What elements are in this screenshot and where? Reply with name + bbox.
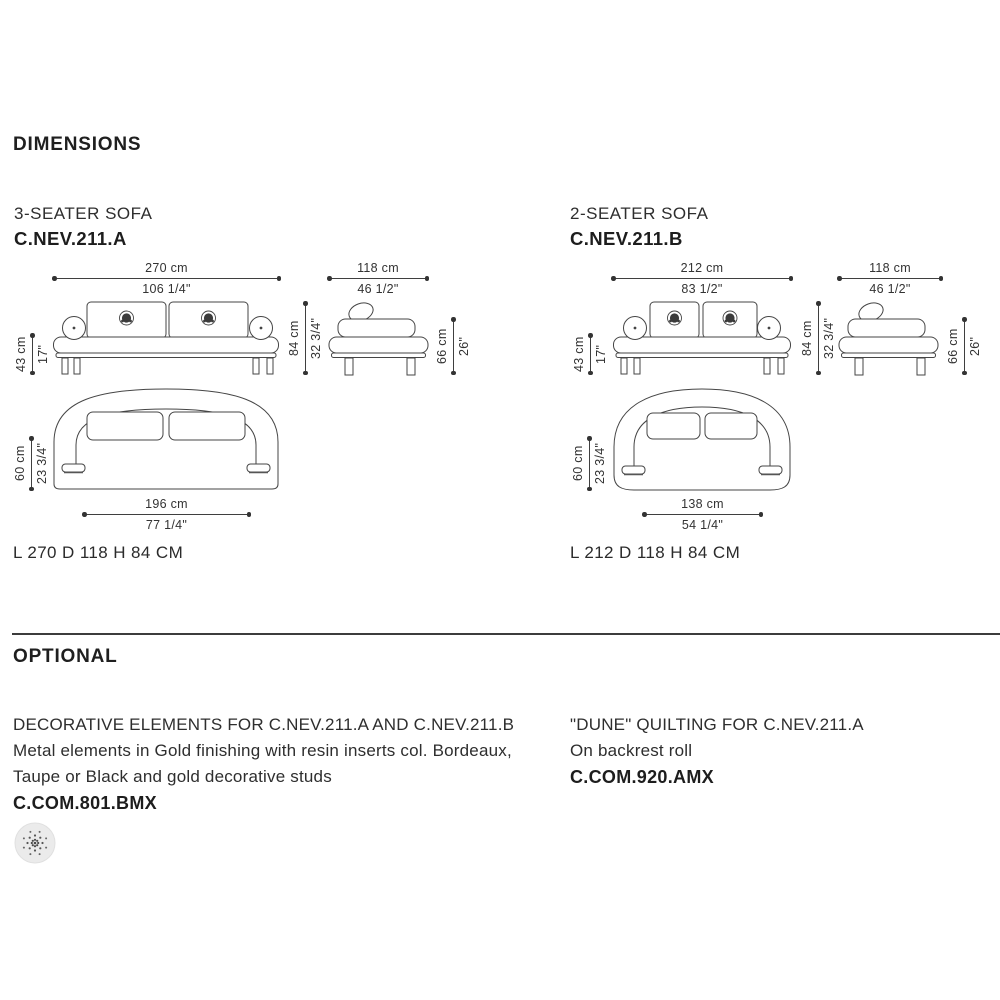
dimension-line	[590, 334, 591, 374]
dimension-line	[643, 514, 762, 515]
dim-top-depth-3s	[13, 437, 50, 490]
dim-in-label: 46 1/2"	[869, 282, 911, 296]
dim-cm-label: 196 cm	[145, 497, 188, 511]
optional-item-decorative-elements	[13, 712, 558, 817]
optional-code: C.COM.801.BMX	[13, 793, 157, 813]
dimension-line	[32, 334, 33, 374]
dimension-line	[31, 437, 32, 490]
dimension-line	[964, 318, 965, 374]
dimension-line	[53, 278, 280, 279]
dim-top-depth-2s	[571, 437, 608, 490]
dim-in-label: 26"	[968, 336, 982, 356]
dimension-line	[83, 514, 250, 515]
side-view-2-seater-drawing	[838, 301, 940, 376]
product-code-2-seater: C.NEV.211.B	[570, 228, 683, 249]
optional-body-line: Taupe or Black and gold decorative studs	[13, 767, 332, 786]
dim-back-height-2s	[946, 318, 983, 374]
dim-in-label: 26"	[457, 336, 471, 356]
dim-cm-label: 66 cm	[435, 328, 449, 364]
optional-item-dune-quilting	[570, 712, 990, 791]
dim-cm-label: 84 cm	[800, 320, 814, 356]
optional-body-line: Metal elements in Gold finishing with resin inserts col. Bordeaux,	[13, 741, 512, 760]
top-view-2-seater-drawing	[612, 387, 792, 492]
dim-inner-width-2s	[643, 496, 762, 533]
dim-cm-label: 84 cm	[287, 320, 301, 356]
front-view-3-seater-drawing	[52, 301, 280, 375]
dim-total-height-3s	[287, 302, 324, 374]
dim-back-height-3s	[435, 318, 472, 374]
dimensions-heading: DIMENSIONS	[13, 134, 142, 155]
dim-in-label: 77 1/4"	[145, 518, 188, 532]
dim-in-label: 83 1/2"	[681, 282, 723, 296]
front-view-2-seater-drawing	[612, 301, 792, 375]
dimension-line	[612, 278, 792, 279]
size-summary-2-seater: L 212 D 118 H 84 CM	[570, 543, 741, 562]
product-code-3-seater: C.NEV.211.A	[14, 228, 127, 249]
dim-cm-label: 66 cm	[946, 328, 960, 364]
dim-cm-label: 118 cm	[357, 261, 399, 275]
dim-cm-label: 212 cm	[680, 261, 724, 275]
dim-in-label: 106 1/4"	[142, 282, 191, 296]
dim-cm-label: 138 cm	[681, 497, 724, 511]
dim-cm-label: 270 cm	[145, 261, 188, 275]
optional-code: C.COM.920.AMX	[570, 767, 714, 787]
dimension-line	[328, 278, 428, 279]
dim-cm-label: 118 cm	[869, 261, 911, 275]
size-summary-3-seater: L 270 D 118 H 84 CM	[13, 543, 184, 562]
dimension-line	[305, 302, 306, 374]
dim-total-height-2s	[800, 302, 837, 374]
dim-in-label: 17"	[36, 344, 50, 364]
optional-title: DECORATIVE ELEMENTS FOR C.NEV.211.A AND C.NEV.211.B	[13, 715, 515, 734]
dim-cm-label: 43 cm	[572, 336, 586, 372]
dim-in-label: 46 1/2"	[357, 282, 399, 296]
dim-depth-2s	[838, 260, 942, 297]
dim-in-label: 23 3/4"	[593, 442, 607, 485]
dim-in-label: 17"	[594, 344, 608, 364]
dimension-line	[838, 278, 942, 279]
dim-front-width-3s	[53, 260, 280, 297]
dim-cm-label: 60 cm	[13, 445, 27, 482]
product-name-3-seater: 3-SEATER SOFA	[14, 204, 153, 223]
dim-in-label: 23 3/4"	[35, 442, 49, 485]
optional-title: "DUNE" QUILTING FOR C.NEV.211.A	[570, 715, 864, 734]
dim-inner-width-3s	[83, 496, 250, 533]
optional-heading: OPTIONAL	[13, 646, 118, 667]
dimension-line	[818, 302, 819, 374]
dim-seat-height-2s	[572, 334, 609, 374]
section-divider	[12, 633, 1000, 635]
optional-body-line: On backrest roll	[570, 741, 693, 760]
product-name-2-seater: 2-SEATER SOFA	[570, 204, 709, 223]
dim-in-label: 32 3/4"	[309, 317, 323, 359]
top-view-3-seater-drawing	[52, 387, 280, 491]
dim-in-label: 54 1/4"	[681, 518, 724, 532]
side-view-3-seater-drawing	[328, 301, 430, 376]
dimension-line	[589, 437, 590, 490]
dim-front-width-2s	[612, 260, 792, 297]
dimension-line	[453, 318, 454, 374]
dim-cm-label: 60 cm	[571, 445, 585, 482]
dim-depth-3s	[328, 260, 428, 297]
dim-seat-height-3s	[14, 334, 51, 374]
dim-cm-label: 43 cm	[14, 336, 28, 372]
decorative-stud-icon	[13, 821, 57, 865]
dim-in-label: 32 3/4"	[822, 317, 836, 359]
